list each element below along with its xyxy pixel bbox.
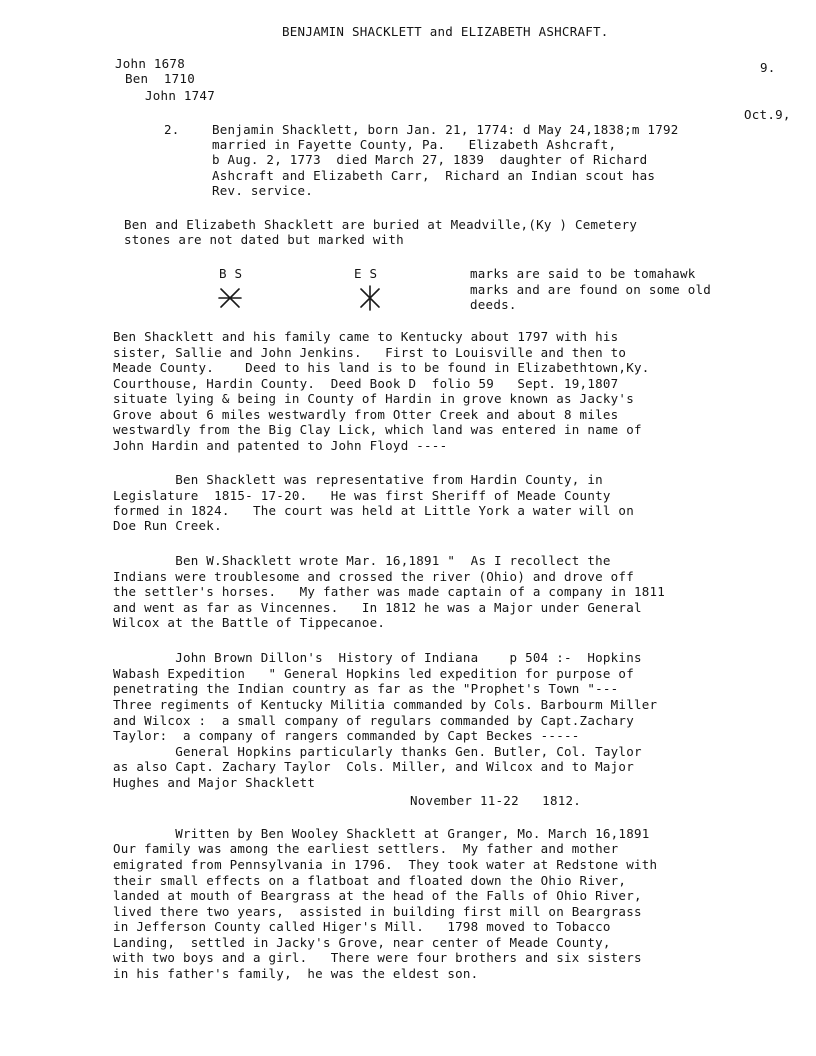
paragraph-line: Ben Shacklett was representative from Hardin County, in [113, 472, 603, 487]
expedition-date: November 11-22 1812. [410, 793, 582, 808]
paragraph-line: their small effects on a flatboat and floated down the Ohio River, [113, 873, 627, 888]
paragraph-line: in Jefferson County called Higer's Mill. 1798 moved to Tobacco [113, 919, 611, 934]
paragraph-line: Ben W.Shacklett wrote Mar. 16,1891 " As I recollect the [113, 553, 611, 568]
paragraph-line: Courthouse, Hardin County. Deed Book D folio 59 Sept. 19,1807 [113, 376, 619, 391]
burial-line: Ben and Elizabeth Shacklett are buried at Meadville,(Ky ) Cemetery [124, 217, 638, 232]
paragraph-line: Written by Ben Wooley Shacklett at Granger, Mo. March 16,1891 [113, 826, 650, 841]
paragraph-line: Legislature 1815- 17-20. He was first Sheriff of Meade County [113, 488, 611, 503]
paragraph-line: Meade County. Deed to his land is to be found in Elizabethtown,Ky. [113, 360, 650, 375]
paragraph-line: and Wilcox : a small company of regulars commanded by Capt.Zachary [113, 713, 634, 728]
lineage-line-2: Ben 1710 [125, 71, 195, 86]
entry-line: married in Fayette County, Pa. Elizabeth Ashcraft, [212, 137, 617, 152]
paragraph-line: the settler's horses. My father was made captain of a company in 1811 [113, 584, 666, 599]
paragraph-line: penetrating the Indian country as far as the "Prophet's Town "--- [113, 681, 619, 696]
entry-line: Rev. service. [212, 183, 314, 198]
paragraph-line: Doe Run Creek. [113, 518, 222, 533]
paragraph-line: John Hardin and patented to John Floyd ---- [113, 438, 448, 453]
page-title: BENJAMIN SHACKLETT and ELIZABETH ASHCRAFT. [282, 24, 609, 39]
paragraph-line: Three regiments of Kentucky Militia commanded by Cols. Barbourm Miller [113, 697, 658, 712]
paragraph-line: emigrated from Pennsylvania in 1796. They took water at Redstone with [113, 857, 658, 872]
lineage-line-1: John 1678 [115, 56, 185, 71]
stone-label-bs: B S [219, 266, 243, 281]
paragraph-line: lived there two years, assisted in building first mill on Beargrass [113, 904, 642, 919]
burial-line: stones are not dated but marked with [124, 232, 404, 247]
date-note: Oct.9, [744, 107, 791, 122]
marks-line: deeds. [470, 297, 517, 312]
paragraph-line: Wabash Expedition " General Hopkins led expedition for purpose of [113, 666, 634, 681]
marks-line: marks are said to be tomahawk [470, 266, 696, 281]
entry-line: Ashcraft and Elizabeth Carr, Richard an Indian scout has [212, 168, 656, 183]
paragraph-line: westwardly from the Big Clay Lick, which land was entered in name of [113, 422, 642, 437]
paragraph-line: situate lying & being in County of Hardin in grove known as Jacky's [113, 391, 634, 406]
entry-line: Benjamin Shacklett, born Jan. 21, 1774: d May 24,1838;m 1792 [212, 122, 679, 137]
paragraph-line: General Hopkins particularly thanks Gen. Butler, Col. Taylor [113, 744, 642, 759]
page-number: 9. [760, 60, 776, 75]
paragraph-line: Taylor: a company of rangers commanded by Capt Beckes ----- [113, 728, 580, 743]
paragraph-line: John Brown Dillon's History of Indiana p 504 :- Hopkins [113, 650, 642, 665]
entry-number: 2. [164, 122, 180, 137]
paragraph-line: landed at mouth of Beargrass at the head of the Falls of Ohio River, [113, 888, 642, 903]
lineage-line-3: John 1747 [145, 88, 215, 103]
paragraph-line: Wilcox at the Battle of Tippecanoe. [113, 615, 386, 630]
paragraph-line: Indians were troublesome and crossed the river (Ohio) and drove off [113, 569, 634, 584]
entry-line: b Aug. 2, 1773 died March 27, 1839 daughter of Richard [212, 152, 648, 167]
tomahawk-mark-icon [217, 285, 243, 311]
tomahawk-mark-icon [357, 285, 383, 311]
marks-line: marks and are found on some old [470, 282, 712, 297]
paragraph-line: Grove about 6 miles westwardly from Otter Creek and about 8 miles [113, 407, 619, 422]
stone-label-es: E S [354, 266, 378, 281]
paragraph-line: with two boys and a girl. There were four brothers and six sisters [113, 950, 642, 965]
paragraph-line: Ben Shacklett and his family came to Kentucky about 1797 with his [113, 329, 619, 344]
paragraph-line: sister, Sallie and John Jenkins. First to Louisville and then to [113, 345, 627, 360]
paragraph-line: Landing, settled in Jacky's Grove, near center of Meade County, [113, 935, 611, 950]
paragraph-line: Hughes and Major Shacklett [113, 775, 316, 790]
paragraph-line: as also Capt. Zachary Taylor Cols. Miller, and Wilcox and to Major [113, 759, 634, 774]
paragraph-line: formed in 1824. The court was held at Little York a water will on [113, 503, 634, 518]
paragraph-line: in his father's family, he was the eldest son. [113, 966, 479, 981]
paragraph-line: and went as far as Vincennes. In 1812 he was a Major under General [113, 600, 642, 615]
paragraph-line: Our family was among the earliest settlers. My father and mother [113, 841, 619, 856]
